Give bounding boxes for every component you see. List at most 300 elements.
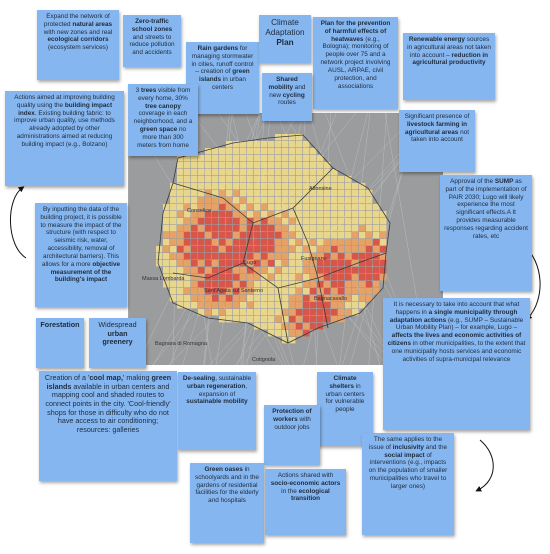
- heat-cell: [170, 218, 176, 224]
- heat-cell: [261, 176, 267, 182]
- heat-cell: [205, 267, 211, 273]
- heat-cell: [240, 267, 246, 273]
- heat-cell: [261, 316, 267, 322]
- heat-cell: [184, 267, 190, 273]
- heat-cell: [212, 253, 218, 259]
- heat-cell: [331, 218, 337, 224]
- note-text-segment: SUMP: [494, 178, 514, 185]
- heat-cell: [191, 260, 197, 266]
- heat-cell: [205, 183, 211, 189]
- heat-cell: [352, 302, 358, 308]
- heat-cell: [324, 225, 330, 231]
- heat-cell: [282, 183, 288, 189]
- heat-cell: [254, 204, 260, 210]
- heat-cell: [303, 316, 309, 322]
- heat-cell: [212, 155, 218, 161]
- heat-cell: [338, 260, 344, 266]
- heat-cell: [324, 169, 330, 175]
- heat-cell: [289, 232, 295, 238]
- heat-cell: [191, 169, 197, 175]
- heat-cell: [184, 169, 190, 175]
- heat-cell: [268, 239, 274, 245]
- heat-cell: [268, 288, 274, 294]
- heat-cell: [240, 218, 246, 224]
- note-text-segment: inclusivity: [392, 443, 424, 451]
- note-renewable-energy: [403, 33, 495, 100]
- heat-cell: [366, 274, 372, 280]
- heat-cell: [345, 204, 351, 210]
- note-text-segment: Renewable energy: [408, 36, 465, 43]
- heat-cell: [233, 309, 239, 315]
- heat-cell: [303, 246, 309, 252]
- heat-cell: [219, 148, 225, 154]
- heat-cell: [268, 309, 274, 315]
- heat-cell: [233, 302, 239, 308]
- note-zero-traffic-school-zones: [123, 15, 181, 67]
- note-shared-mobility: [262, 73, 312, 121]
- note-text-segment: and new: [269, 83, 306, 99]
- heat-cell: [191, 288, 197, 294]
- heat-cell: [275, 323, 281, 329]
- heat-cell: [247, 190, 253, 196]
- note-urban-greenery: [89, 318, 146, 368]
- heat-cell: [282, 302, 288, 308]
- heat-cell: [254, 267, 260, 273]
- heat-cell: [352, 274, 358, 280]
- heat-cell: [240, 148, 246, 154]
- heat-cell: [303, 274, 309, 280]
- heat-cell: [324, 197, 330, 203]
- heat-cell: [261, 239, 267, 245]
- note-text-segment: green islands: [46, 373, 172, 391]
- note-text-segment: Plan for the prevention of harmful effects of heatwaves: [320, 20, 391, 43]
- heat-cell: [177, 267, 183, 273]
- heat-cell: [296, 141, 302, 147]
- heat-cell: [226, 246, 232, 252]
- heat-cell: [184, 295, 190, 301]
- heat-cell: [163, 260, 169, 266]
- heat-cell: [275, 169, 281, 175]
- heat-cell: [170, 288, 176, 294]
- heat-cell: [233, 225, 239, 231]
- heat-cell: [373, 281, 379, 287]
- heat-cell: [380, 225, 386, 231]
- heat-cell: [219, 225, 225, 231]
- heat-cell: [212, 176, 218, 182]
- heat-cell: [289, 295, 295, 301]
- note-text-segment: in schoolyards and in the gardens of residential facilities for the elderly and hospitals: [195, 466, 259, 505]
- heat-cell: [268, 190, 274, 196]
- heat-cell: [268, 148, 274, 154]
- heat-cell: [345, 302, 351, 308]
- heat-cell: [261, 211, 267, 217]
- place-label-cotignola: Cotignola: [252, 357, 276, 363]
- heat-cell: [261, 225, 267, 231]
- heat-cell: [324, 176, 330, 182]
- heat-cell: [324, 281, 330, 287]
- heat-cell: [254, 225, 260, 231]
- heat-cell: [247, 302, 253, 308]
- place-label-alfonsine: Alfonsine: [309, 186, 332, 192]
- heat-cell: [296, 302, 302, 308]
- heat-cell: [212, 197, 218, 203]
- heat-cell: [317, 176, 323, 182]
- note-text-segment: Shared mobility: [268, 76, 298, 91]
- note-text-segment: (e.g., Bologna); monitoring of people over 75 and a network project involving AUSL, ARPAE, civil protection, and associations: [320, 35, 391, 90]
- heat-cell: [177, 211, 183, 217]
- heat-cell: [205, 232, 211, 238]
- heat-cell: [254, 211, 260, 217]
- heat-cell: [268, 162, 274, 168]
- heat-cell: [296, 197, 302, 203]
- heat-cell: [240, 183, 246, 189]
- note-text-segment: De-sealing: [182, 375, 216, 382]
- heat-cell: [170, 190, 176, 196]
- heat-cell: [303, 267, 309, 273]
- heat-cell: [317, 309, 323, 315]
- heat-cell: [359, 218, 365, 224]
- heat-cell: [282, 267, 288, 273]
- heat-cell: [331, 309, 337, 315]
- heat-cell: [212, 162, 218, 168]
- heat-cell: [303, 218, 309, 224]
- heat-cell: [170, 211, 176, 217]
- heat-cell: [352, 197, 358, 203]
- heat-cell: [233, 162, 239, 168]
- heat-cell: [205, 281, 211, 287]
- heat-cell: [324, 288, 330, 294]
- heat-cell: [247, 197, 253, 203]
- heat-cell: [303, 162, 309, 168]
- heat-cell: [366, 197, 372, 203]
- heat-cell: [275, 183, 281, 189]
- heat-cell: [268, 169, 274, 175]
- heat-cell: [289, 288, 295, 294]
- heat-cell: [233, 155, 239, 161]
- heat-cell: [233, 274, 239, 280]
- heat-cell: [240, 204, 246, 210]
- note-text-segment: not taken into account: [411, 128, 469, 144]
- heat-cell: [247, 309, 253, 315]
- heat-cell: [275, 218, 281, 224]
- note-text-segment: in the: [281, 487, 299, 495]
- heat-cell: [205, 197, 211, 203]
- heat-cell: [282, 176, 288, 182]
- heat-cell: [310, 288, 316, 294]
- heat-cell: [184, 260, 190, 266]
- heat-cell: [233, 253, 239, 259]
- heat-cell: [219, 183, 225, 189]
- heat-cell: [191, 302, 197, 308]
- heat-cell: [233, 211, 239, 217]
- heat-cell: [219, 309, 225, 315]
- heat-cell: [212, 225, 218, 231]
- heat-cell: [324, 316, 330, 322]
- heat-cell: [261, 197, 267, 203]
- note-text-segment: livestock farming in agricultural areas: [405, 120, 468, 136]
- heat-cell: [198, 246, 204, 252]
- heat-cell: [289, 253, 295, 259]
- note-building-impact-index: [5, 91, 124, 186]
- heat-cell: [226, 155, 232, 161]
- note-text-segment: (ecosystem services): [47, 44, 108, 52]
- heat-cell: [282, 197, 288, 203]
- heat-cell: [331, 274, 337, 280]
- heat-cell: [338, 176, 344, 182]
- heat-cell: [261, 169, 267, 175]
- note-text-segment: in urban centers: [212, 76, 246, 92]
- heat-cell: [219, 211, 225, 217]
- heat-cell: [254, 253, 260, 259]
- heat-cell: [219, 302, 225, 308]
- heat-cell: [254, 141, 260, 147]
- heat-cell: [247, 211, 253, 217]
- heat-cell: [331, 183, 337, 189]
- heat-cell: [184, 162, 190, 168]
- heat-cell: [324, 246, 330, 252]
- heat-cell: [240, 302, 246, 308]
- note-text-segment: Green oases: [204, 466, 243, 473]
- heat-cell: [345, 288, 351, 294]
- note-text-segment: affects the lives and economic activities of citizens: [387, 332, 522, 348]
- heat-cell: [219, 169, 225, 175]
- note-text-segment: Climate Adaptation: [265, 18, 305, 37]
- note-text-segment: ecological transition: [290, 487, 330, 503]
- heat-cell: [198, 169, 204, 175]
- heat-cell: [163, 225, 169, 231]
- heat-cell: [268, 141, 274, 147]
- heat-cell: [191, 239, 197, 245]
- heat-cell: [268, 232, 274, 238]
- place-label-bagnara: Bagnara di Romagna: [155, 341, 207, 347]
- arrow-bottom-right: [478, 440, 493, 490]
- heat-cell: [296, 183, 302, 189]
- note-text-segment: no more than 300 meters from home: [137, 126, 189, 149]
- heat-cell: [310, 302, 316, 308]
- heat-cell: [219, 218, 225, 224]
- heat-cell: [268, 260, 274, 266]
- heat-cell: [345, 211, 351, 217]
- heat-cell: [226, 176, 232, 182]
- heat-cell: [359, 225, 365, 231]
- heat-cell: [303, 204, 309, 210]
- heat-cell: [345, 281, 351, 287]
- note-text-segment: Significant presence of: [404, 113, 470, 120]
- heat-cell: [380, 239, 386, 245]
- heat-cell: [317, 267, 323, 273]
- heat-cell: [345, 190, 351, 196]
- heat-cell: [282, 218, 288, 224]
- heat-cell: [310, 218, 316, 224]
- note-text-segment: urban regeneration: [186, 382, 246, 390]
- heat-cell: [261, 162, 267, 168]
- heat-cell: [184, 197, 190, 203]
- heat-cell: [170, 239, 176, 245]
- heat-cell: [275, 232, 281, 238]
- note-text-segment: of interventions (e.g., impacts on the population of smaller municipalities who travel to larger ones): [368, 451, 448, 490]
- heat-cell: [296, 176, 302, 182]
- heat-cell: [359, 197, 365, 203]
- heat-cell: [268, 295, 274, 301]
- heat-cell: [324, 211, 330, 217]
- note-text-segment: and streets to reduce pollution and accidents: [129, 33, 175, 57]
- heat-cell: [310, 323, 316, 329]
- heat-cell: [310, 162, 316, 168]
- heat-cell: [184, 218, 190, 224]
- heat-cell: [261, 295, 267, 301]
- heat-cell: [317, 169, 323, 175]
- heat-cell: [296, 309, 302, 315]
- heat-cell: [254, 169, 260, 175]
- heat-cell: [331, 211, 337, 217]
- heat-cell: [282, 141, 288, 147]
- heat-cell: [275, 162, 281, 168]
- heat-cell: [331, 176, 337, 182]
- heat-cell: [373, 260, 379, 266]
- heat-cell: [282, 169, 288, 175]
- heat-cell: [324, 232, 330, 238]
- note-single-municipality: [383, 298, 530, 430]
- heat-cell: [240, 274, 246, 280]
- note-text-segment: Creation of a ': [44, 373, 90, 382]
- heat-cell: [261, 204, 267, 210]
- heat-cell: [289, 225, 295, 231]
- heat-cell: [205, 309, 211, 315]
- note-text-segment: in other municipalities, to the extent that one municipality hosts services and economic activities of supra-municipal relevance: [391, 340, 526, 363]
- note-text-segment: with new zones and real: [43, 28, 113, 36]
- heat-cell: [338, 183, 344, 189]
- heat-cell: [198, 197, 204, 203]
- heat-cell: [177, 169, 183, 175]
- heat-cell: [268, 253, 274, 259]
- note-text-segment: green islands: [199, 68, 250, 84]
- heat-cell: [177, 253, 183, 259]
- heat-cell: [352, 239, 358, 245]
- heat-cell: [170, 267, 176, 273]
- heat-cell: [275, 148, 281, 154]
- heat-cell: [310, 246, 316, 252]
- note-text-segment: The same applies to the issue of: [368, 436, 443, 451]
- note-building-project-data: [35, 203, 127, 307]
- heat-cell: [366, 239, 372, 245]
- heat-cell: [247, 246, 253, 252]
- heat-cell: [170, 225, 176, 231]
- heat-cell: [261, 323, 267, 329]
- heat-cell: [296, 295, 302, 301]
- heat-cell: [254, 162, 260, 168]
- heat-cell: [163, 232, 169, 238]
- heat-cell: [184, 302, 190, 308]
- heat-cell: [268, 225, 274, 231]
- heat-cell: [275, 260, 281, 266]
- heat-cell: [219, 190, 225, 196]
- heat-cell: [233, 239, 239, 245]
- heat-cell: [268, 183, 274, 189]
- heat-cell: [338, 288, 344, 294]
- heat-cell: [282, 239, 288, 245]
- heat-cell: [205, 302, 211, 308]
- heat-cell: [282, 260, 288, 266]
- heat-cell: [177, 176, 183, 182]
- heat-cell: [240, 197, 246, 203]
- heat-cell: [275, 225, 281, 231]
- heat-cell: [289, 148, 295, 154]
- heat-cell: [331, 190, 337, 196]
- heat-cell: [324, 162, 330, 168]
- heat-cell: [226, 169, 232, 175]
- heat-cell: [233, 183, 239, 189]
- heat-cell: [345, 267, 351, 273]
- heat-cell: [226, 253, 232, 259]
- heat-cell: [282, 295, 288, 301]
- heat-cell: [233, 260, 239, 266]
- heat-cell: [282, 232, 288, 238]
- arrow-left-up: [10, 188, 26, 258]
- heat-cell: [380, 274, 386, 280]
- note-forestation: [36, 318, 84, 368]
- heat-cell: [352, 211, 358, 217]
- heat-cell: [219, 176, 225, 182]
- heat-cell: [303, 148, 309, 154]
- heat-cell: [282, 274, 288, 280]
- heat-cell: [275, 246, 281, 252]
- heat-cell: [289, 330, 295, 336]
- heat-cell: [352, 267, 358, 273]
- note-text-segment: ' making: [122, 373, 152, 382]
- heat-cell: [282, 225, 288, 231]
- heat-cell: [226, 316, 232, 322]
- note-text-segment: visible from every home, 30%: [138, 87, 191, 102]
- heat-cell: [177, 288, 183, 294]
- heat-cell: [317, 316, 323, 322]
- note-text-segment: Widespread: [98, 320, 137, 329]
- heat-cell: [198, 155, 204, 161]
- heat-cell: [331, 232, 337, 238]
- heat-cell: [338, 211, 344, 217]
- heat-cell: [324, 267, 330, 273]
- heat-cell: [177, 225, 183, 231]
- heat-cell: [212, 281, 218, 287]
- heat-cell: [373, 239, 379, 245]
- heat-cell: [289, 323, 295, 329]
- heat-cell: [261, 253, 267, 259]
- heat-cell: [317, 281, 323, 287]
- heat-cell: [212, 267, 218, 273]
- note-text-segment: , sustainable: [215, 375, 252, 382]
- heat-cell: [310, 155, 316, 161]
- heat-cell: [359, 288, 365, 294]
- heat-cell: [289, 239, 295, 245]
- heat-cell: [254, 190, 260, 196]
- heat-cell: [170, 246, 176, 252]
- heat-cell: [324, 302, 330, 308]
- heat-cell: [289, 267, 295, 273]
- heat-cell: [205, 218, 211, 224]
- heat-cell: [261, 267, 267, 273]
- heat-cell: [233, 295, 239, 301]
- heat-cell: [359, 239, 365, 245]
- heat-cell: [289, 141, 295, 147]
- heat-cell: [184, 225, 190, 231]
- heat-cell: [247, 141, 253, 147]
- heat-cell: [310, 232, 316, 238]
- heat-cell: [303, 141, 309, 147]
- heat-cell: [198, 183, 204, 189]
- heat-cell: [254, 295, 260, 301]
- heat-cell: [373, 232, 379, 238]
- note-protection-workers: [264, 405, 320, 465]
- note-text-segment: a single municipality through adaptation actions: [389, 308, 518, 324]
